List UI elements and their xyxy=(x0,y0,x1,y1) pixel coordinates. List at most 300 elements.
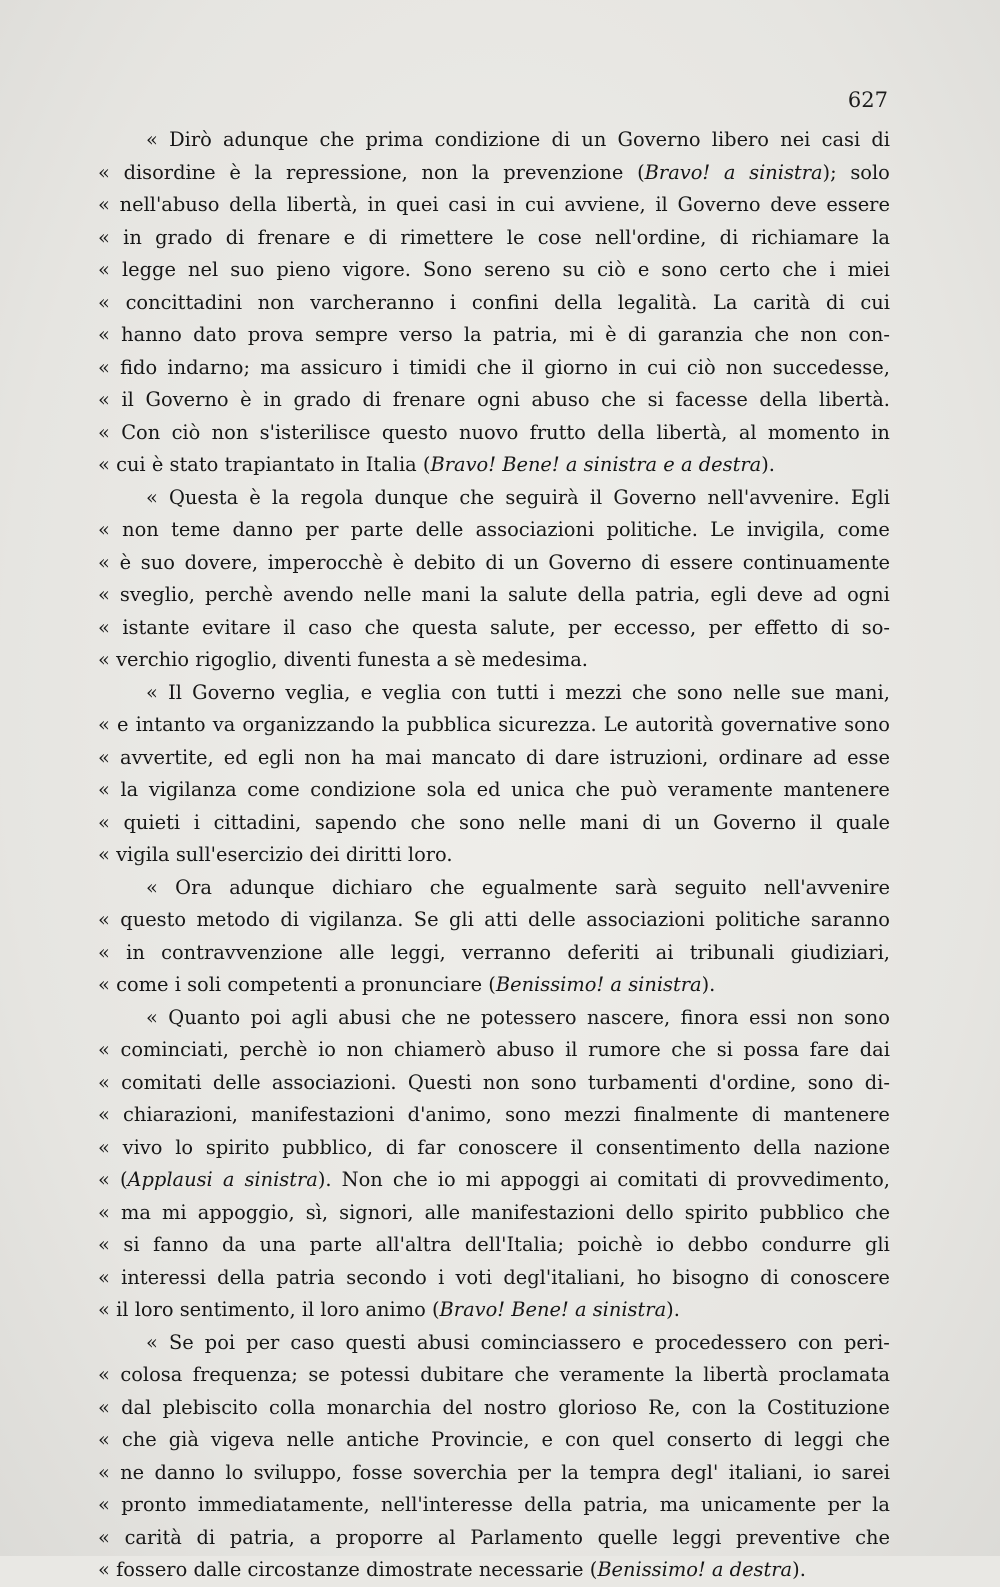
text-line xyxy=(98,547,890,580)
word: non xyxy=(800,323,838,346)
word: associazioni xyxy=(475,518,595,541)
word: Governo xyxy=(713,810,797,834)
word: la xyxy=(675,1363,693,1386)
word: la xyxy=(254,160,273,184)
word: non xyxy=(346,1038,384,1061)
word: « xyxy=(98,583,110,606)
word: manifestazioni xyxy=(471,1200,615,1224)
word: metodo xyxy=(196,908,270,931)
word: se xyxy=(308,1363,330,1386)
word: dal xyxy=(121,1395,152,1419)
word: (Bravo! xyxy=(422,453,497,476)
word: va xyxy=(212,713,236,736)
word: evitare xyxy=(202,615,271,639)
word: condizione xyxy=(434,128,541,151)
word: « xyxy=(98,713,110,736)
word: sinistra xyxy=(583,453,658,476)
word: miei xyxy=(847,258,890,281)
word: disordine xyxy=(123,160,216,184)
word: Questa xyxy=(169,485,239,509)
word: dato xyxy=(193,323,237,346)
word: cominciassero xyxy=(480,1330,622,1354)
word: verranno xyxy=(461,940,552,964)
text-line xyxy=(98,677,890,710)
word: unicamente xyxy=(701,1493,817,1516)
word: la xyxy=(271,485,290,509)
word: mantenere xyxy=(783,1103,890,1126)
word: « xyxy=(98,1070,110,1094)
word: nei xyxy=(780,128,811,151)
word: « xyxy=(146,875,158,899)
word: « xyxy=(98,1493,110,1516)
word: non xyxy=(257,290,295,314)
word: sono xyxy=(661,258,708,281)
word: si xyxy=(716,1038,733,1061)
word: la xyxy=(120,778,139,801)
word: varcheranno xyxy=(310,290,435,314)
word: abuso xyxy=(531,388,590,411)
word: confini xyxy=(471,290,539,314)
word: sinistra). xyxy=(244,1168,332,1191)
word: Questi xyxy=(407,1070,472,1094)
text-line xyxy=(98,742,890,775)
word: il xyxy=(116,1298,129,1321)
word: tempra xyxy=(589,1460,661,1484)
word: animo xyxy=(365,1298,426,1321)
word: che xyxy=(782,258,818,281)
word: deve xyxy=(770,193,817,216)
word: come xyxy=(247,778,300,801)
word: (Benissimo! xyxy=(488,973,605,996)
word: che xyxy=(855,1200,890,1224)
word: cominciati, xyxy=(120,1038,229,1061)
word: effetto xyxy=(754,615,819,639)
word: è xyxy=(229,160,241,184)
word: nell'ordine, xyxy=(594,225,707,249)
word: è xyxy=(151,453,164,476)
word: vivo xyxy=(122,1135,163,1159)
word: non xyxy=(122,518,159,541)
word: gli xyxy=(865,1233,890,1256)
text-line xyxy=(98,709,890,742)
word: ed xyxy=(223,745,248,769)
word: leggi, xyxy=(390,940,446,964)
word: diventi xyxy=(283,648,352,671)
text-line xyxy=(98,124,890,157)
word: per xyxy=(827,1493,861,1516)
word: comitati xyxy=(617,1168,698,1191)
word: dichiaro xyxy=(331,875,413,899)
word: per xyxy=(568,615,602,639)
word: ordinare xyxy=(718,745,803,769)
word: ogni xyxy=(847,583,890,606)
word: la xyxy=(471,160,490,184)
word: la xyxy=(463,323,482,346)
word: di xyxy=(280,908,299,931)
word: facesse xyxy=(675,388,748,411)
text-line xyxy=(98,1327,890,1360)
word: sola xyxy=(426,778,466,801)
word: avvertite, xyxy=(120,745,214,769)
text-line xyxy=(98,189,890,222)
text-line xyxy=(98,514,890,547)
word: io xyxy=(437,1168,456,1191)
word: imperocchè xyxy=(267,550,383,574)
word: che xyxy=(671,1038,707,1061)
word: manifestazioni xyxy=(251,1103,395,1126)
word: Governo xyxy=(145,388,229,411)
word: di- xyxy=(864,1070,890,1094)
word: « xyxy=(98,648,110,671)
word: a xyxy=(436,648,449,671)
word: a xyxy=(610,973,622,996)
word: che xyxy=(364,615,400,639)
word: voti xyxy=(455,1265,493,1289)
word: possa xyxy=(743,1038,800,1061)
word: « xyxy=(98,355,110,379)
word: che xyxy=(514,1363,550,1386)
word: della xyxy=(577,583,626,606)
word: salute, xyxy=(490,615,556,639)
word: « xyxy=(98,1525,110,1549)
word: a xyxy=(344,973,356,996)
word: dovere, xyxy=(184,550,259,574)
word: Quanto xyxy=(168,1005,241,1029)
word: secondo xyxy=(346,1265,427,1289)
word: « xyxy=(98,1265,110,1289)
word: « xyxy=(98,420,110,444)
word: della xyxy=(217,1265,266,1289)
word: al xyxy=(738,420,757,444)
word: i xyxy=(438,1265,445,1289)
word: ma xyxy=(120,1200,151,1224)
word: peri- xyxy=(843,1330,890,1354)
word: « xyxy=(98,745,110,769)
word: da xyxy=(222,1233,246,1256)
word: continuamente xyxy=(742,550,890,574)
word: libertà. xyxy=(818,388,890,411)
word: « xyxy=(98,1233,110,1256)
word: una xyxy=(259,1233,297,1256)
text-line xyxy=(98,839,890,872)
word: che xyxy=(631,680,667,704)
word: necessarie xyxy=(478,1558,584,1581)
word: gli xyxy=(448,908,474,931)
word: di xyxy=(871,128,890,151)
word: pubblico xyxy=(759,1200,844,1224)
text-line xyxy=(98,807,890,840)
word: solo xyxy=(850,160,890,184)
word: « xyxy=(146,1330,158,1354)
word: il xyxy=(121,388,134,411)
text-line xyxy=(98,222,890,255)
word: dare xyxy=(554,745,600,769)
word: nelle xyxy=(363,583,412,606)
word: rumore xyxy=(588,1038,661,1061)
word: che xyxy=(601,388,636,411)
word: veglia xyxy=(382,680,442,704)
word: la xyxy=(381,713,400,736)
word: leggi xyxy=(794,1428,844,1451)
word: « xyxy=(98,1395,110,1419)
word: a xyxy=(711,1558,724,1581)
word: repressione, xyxy=(285,160,408,184)
word: « xyxy=(98,1038,110,1061)
word: richiamare xyxy=(751,225,859,249)
word: che xyxy=(855,1428,890,1451)
word: procedessero xyxy=(654,1330,787,1354)
word: prova xyxy=(247,323,304,346)
word: seguito xyxy=(674,875,747,899)
text-line xyxy=(98,1294,890,1327)
word: pieno xyxy=(276,258,331,281)
word: Re, xyxy=(648,1395,681,1419)
word: il xyxy=(570,1135,583,1159)
word: politiche xyxy=(715,908,801,931)
word: loro. xyxy=(407,843,453,866)
word: mi xyxy=(465,1168,491,1191)
word: nell'interesse xyxy=(381,1493,513,1516)
word: Il xyxy=(168,680,182,704)
word: libertà, xyxy=(656,420,728,444)
word: della xyxy=(759,388,808,411)
word: e xyxy=(360,680,373,704)
word: « xyxy=(146,128,158,151)
word: « xyxy=(98,1363,110,1386)
word: nelle xyxy=(518,810,567,834)
word: degl'italiani, xyxy=(503,1265,626,1289)
word: questo xyxy=(120,908,187,931)
word: veramente xyxy=(667,778,773,801)
word: preventive xyxy=(735,1525,841,1549)
word: nell'avvenire xyxy=(763,875,890,899)
text-line xyxy=(98,1489,890,1522)
word: governative xyxy=(720,713,838,736)
word: nelle xyxy=(732,680,781,704)
word: Non xyxy=(341,1168,383,1191)
word: La xyxy=(712,290,738,314)
word: sono xyxy=(844,1005,890,1029)
word: fido xyxy=(120,355,158,379)
word: in xyxy=(126,940,145,964)
word: giudiziari, xyxy=(790,940,890,964)
word: ai xyxy=(589,1168,608,1191)
word: a xyxy=(565,453,578,476)
text-line xyxy=(98,1522,890,1555)
word: della xyxy=(554,290,603,314)
word: egualmente xyxy=(481,875,598,899)
word: atti xyxy=(484,908,518,931)
text-line xyxy=(98,157,890,190)
word: medesima. xyxy=(481,648,588,671)
word: unica xyxy=(511,778,565,801)
word: lo xyxy=(225,1460,244,1484)
word: certo xyxy=(719,258,771,281)
word: nostro xyxy=(483,1395,547,1419)
word: sono xyxy=(505,1103,551,1126)
word: libertà xyxy=(703,1363,769,1386)
word: « xyxy=(98,940,110,964)
word: di xyxy=(642,810,661,834)
word: ma xyxy=(659,1493,690,1516)
word: di xyxy=(225,225,245,249)
text-line xyxy=(98,644,890,677)
word: patria, xyxy=(583,1493,649,1516)
word: stato xyxy=(169,453,219,476)
word: vigila xyxy=(116,843,170,866)
word: nazione xyxy=(813,1135,890,1159)
word: non xyxy=(482,1070,520,1094)
text-line xyxy=(98,1132,890,1165)
word: « xyxy=(98,290,110,314)
word: Bene! xyxy=(511,1298,569,1321)
word: essere xyxy=(669,550,734,574)
word: come xyxy=(837,518,890,541)
word: « xyxy=(98,843,110,866)
word: io xyxy=(318,1038,336,1061)
word: « xyxy=(98,615,110,639)
text-line xyxy=(98,449,890,482)
word: è xyxy=(249,485,261,509)
word: vigilanza xyxy=(148,778,237,801)
word: chiarazioni, xyxy=(123,1103,238,1126)
word: deferiti xyxy=(567,940,640,964)
word: che xyxy=(410,810,446,834)
word: teme xyxy=(171,518,221,541)
word: delle xyxy=(212,1070,261,1094)
word: politiche. xyxy=(606,518,698,541)
word: Governo xyxy=(617,128,701,151)
word: della xyxy=(597,420,646,444)
word: Governo xyxy=(613,485,697,509)
word: che xyxy=(319,128,355,151)
word: Sono xyxy=(422,258,473,281)
word: intanto xyxy=(135,713,206,736)
text-line xyxy=(98,904,890,937)
word: già xyxy=(168,1428,199,1451)
word: all'altra xyxy=(375,1233,452,1256)
word: per xyxy=(517,1460,551,1484)
word: conserto xyxy=(666,1428,752,1451)
word: i xyxy=(193,810,200,834)
word: ho xyxy=(636,1265,661,1289)
word: tutti xyxy=(496,680,539,704)
word: « xyxy=(98,323,110,346)
word: questi xyxy=(345,1330,406,1354)
word: sono xyxy=(459,810,505,834)
word: in xyxy=(123,225,142,249)
word: il xyxy=(283,615,296,639)
word: sarà xyxy=(614,875,658,899)
word: libertà, xyxy=(286,193,358,216)
word: appoggio, xyxy=(197,1200,295,1224)
word: ne xyxy=(120,1460,145,1484)
word: « xyxy=(98,550,110,574)
word: immediatamente, xyxy=(197,1493,370,1516)
word: avviene, xyxy=(564,193,646,216)
word: carità xyxy=(753,290,811,314)
word: funesta xyxy=(357,648,431,671)
word: essi xyxy=(748,1005,787,1029)
text-line xyxy=(98,1457,890,1490)
word: Se xyxy=(413,908,439,931)
word: nell'avvenire. xyxy=(707,485,840,509)
word: ciò xyxy=(171,420,201,444)
word: frenare xyxy=(257,225,331,249)
word: il xyxy=(565,1038,578,1061)
word: che xyxy=(401,1005,437,1029)
word: « xyxy=(98,258,110,281)
body-text xyxy=(98,124,890,1587)
word: « xyxy=(98,388,110,411)
word: adunque xyxy=(229,875,315,899)
word: « xyxy=(98,1428,110,1451)
word: cui xyxy=(647,355,677,379)
word: Governo xyxy=(677,193,761,216)
word: suo xyxy=(230,258,265,281)
word: Ora xyxy=(175,875,212,899)
word: pubblica xyxy=(406,713,492,736)
word: e xyxy=(637,258,650,281)
word: delle xyxy=(528,908,576,931)
text-line xyxy=(98,937,890,970)
word: in xyxy=(263,388,282,411)
word: sono xyxy=(807,1070,854,1094)
word: prevenzione xyxy=(503,160,624,184)
word: a xyxy=(680,453,693,476)
word: fanno xyxy=(153,1233,209,1256)
word: a xyxy=(222,1168,235,1191)
word: che xyxy=(392,1168,428,1191)
word: finora xyxy=(680,1005,739,1029)
word: patria, xyxy=(229,1525,295,1549)
word: condizione xyxy=(310,778,416,801)
word: cui xyxy=(860,290,890,314)
word: « xyxy=(146,485,158,509)
word: salute xyxy=(507,583,568,606)
word: loro xyxy=(320,1298,360,1321)
word: vigore. xyxy=(342,258,411,281)
word: verchio xyxy=(116,648,190,671)
word: hanno xyxy=(121,323,182,346)
word: glorioso xyxy=(557,1395,638,1419)
word: « xyxy=(98,160,110,184)
word: Governo xyxy=(192,680,276,704)
word: invigila, xyxy=(746,518,826,541)
word: sinistra). xyxy=(628,973,716,996)
word: spirito xyxy=(205,1135,270,1159)
word: danno xyxy=(232,518,294,541)
word: sentimento, xyxy=(179,1298,296,1321)
word: della xyxy=(229,193,277,216)
word: sviluppo, xyxy=(253,1460,343,1484)
word: Egli xyxy=(850,485,890,509)
word: parte xyxy=(350,518,404,541)
word: Se xyxy=(168,1330,194,1354)
word: i xyxy=(392,355,399,379)
word: colosa xyxy=(120,1363,183,1386)
word: perchè xyxy=(204,583,273,606)
word: di xyxy=(385,1135,405,1159)
word: il xyxy=(301,1298,315,1321)
word: potessi xyxy=(340,1363,410,1386)
text-line xyxy=(98,1034,890,1067)
word: abuso xyxy=(496,1038,555,1061)
word: antiche xyxy=(346,1428,420,1451)
word: esse xyxy=(847,745,890,769)
word: il xyxy=(589,485,603,509)
word: ma xyxy=(260,355,291,379)
